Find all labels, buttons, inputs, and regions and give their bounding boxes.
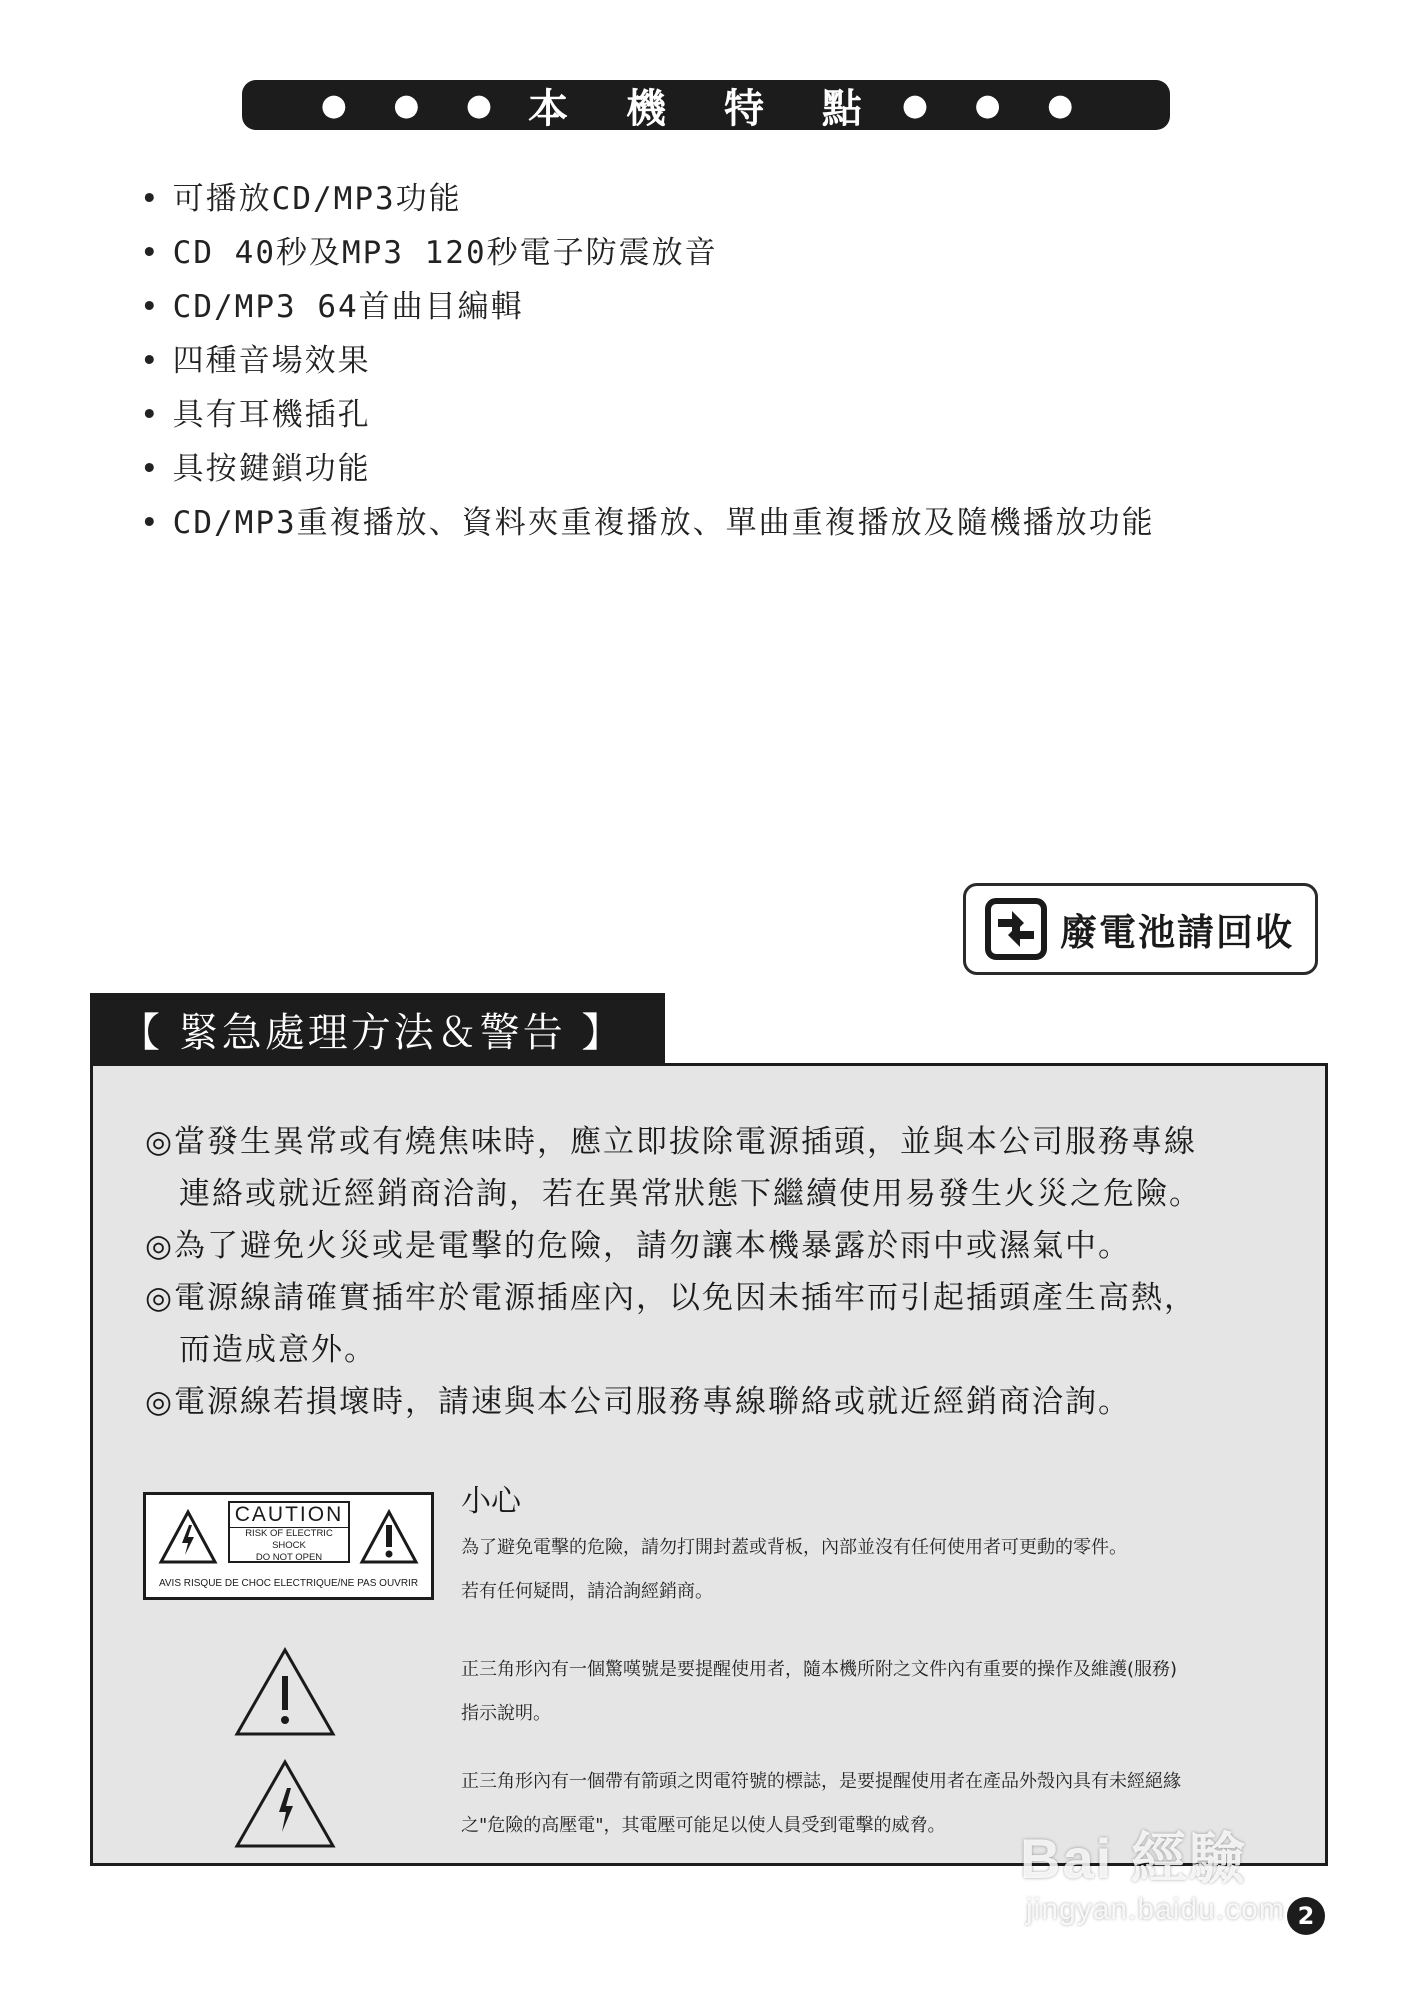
feature-item: • 具有耳機插孔 [140,388,1155,442]
feature-item: • 四種音場效果 [140,334,1155,388]
lightning-explanation: 正三角形內有一個帶有箭頭之閃電符號的標誌，是要提醒使用者在產品外殼內具有未經絕緣 [461,1771,1181,1792]
battery-recycle-notice [963,883,1318,975]
warning-line: ◎電源線請確實插牢於電源插座內，以免因未插牢而引起插頭產生高熱， [145,1280,1198,1316]
banner-dots-right: ● ● ● [901,87,1092,123]
exclamation-explanation: 指示說明。 [461,1703,551,1724]
lightning-warning-icon [158,1509,218,1565]
exclamation-explanation: 正三角形內有一個驚嘆號是要提醒使用者，隨本機所附之文件內有重要的操作及維護(服務) [461,1659,1178,1680]
features-title: 本 機 特 點 [528,85,884,132]
warning-line: ◎當發生異常或有燒焦味時，應立即拔除電源插頭，並與本公司服務專線 [145,1124,1198,1160]
watermark-brand: Bai 經驗 [1020,1827,1247,1890]
warning-line: 連絡或就近經銷商洽詢，若在異常狀態下繼續使用易發生火災之危險。 [179,1176,1202,1212]
lightning-explanation: 之"危險的高壓電"，其電壓可能足以使人員受到電擊的威脅。 [461,1815,946,1836]
features-banner [242,80,1170,130]
caution-avis: AVIS RISQUE DE CHOC ELECTRIQUE/NE PAS OUVRIR [158,1578,419,1589]
caution-sub: RISK OF ELECTRIC SHOCK [245,1528,333,1551]
warning-line: ◎電源線若損壞時，請速與本公司服務專線聯絡或就近經銷商洽詢。 [145,1384,1132,1420]
warning-line: 而造成意外。 [179,1332,377,1368]
caution-word: CAUTION [230,1503,348,1528]
warning-panel [90,1063,1328,1866]
warning-line: ◎為了避免火災或是電擊的危險，請勿讓本機暴露於雨中或濕氣中。 [145,1228,1132,1264]
caution-title: 小心 [461,1484,521,1519]
feature-item: • CD/MP3 64首曲目編輯 [140,280,1155,334]
feature-item: • CD 40秒及MP3 120秒電子防震放音 [140,226,1155,280]
exclamation-triangle-icon [233,1646,337,1738]
page-number: 2 [1287,1897,1325,1935]
caution-label [143,1492,434,1600]
lightning-triangle-icon [233,1758,337,1850]
battery-recycle-icon [984,897,1048,961]
banner-dots-left: ● ● ● [320,87,511,123]
caution-text: 若有任何疑問，請洽詢經銷商。 [461,1581,713,1602]
warning-title: 【 緊急處理方法＆警告 】 [90,993,665,1065]
exclamation-warning-icon [359,1509,419,1565]
caution-box [228,1501,350,1563]
caution-sub: DO NOT OPEN [255,1552,323,1563]
warning-list [145,1116,1305,1428]
caution-text: 為了避免電擊的危險，請勿打開封蓋或背板，內部並沒有任何使用者可更動的零件。 [461,1537,1127,1558]
feature-item: • 具按鍵鎖功能 [140,442,1155,496]
feature-item: • 可播放CD/MP3功能 [140,172,1155,226]
feature-list [140,172,1155,550]
feature-item: • CD/MP3重複播放、資料夾重複播放、單曲重複播放及隨機播放功能 [140,496,1155,550]
recycle-text: 廢電池請回收 [1060,911,1294,954]
watermark-url: jingyan.baidu.com [1026,1893,1285,1926]
